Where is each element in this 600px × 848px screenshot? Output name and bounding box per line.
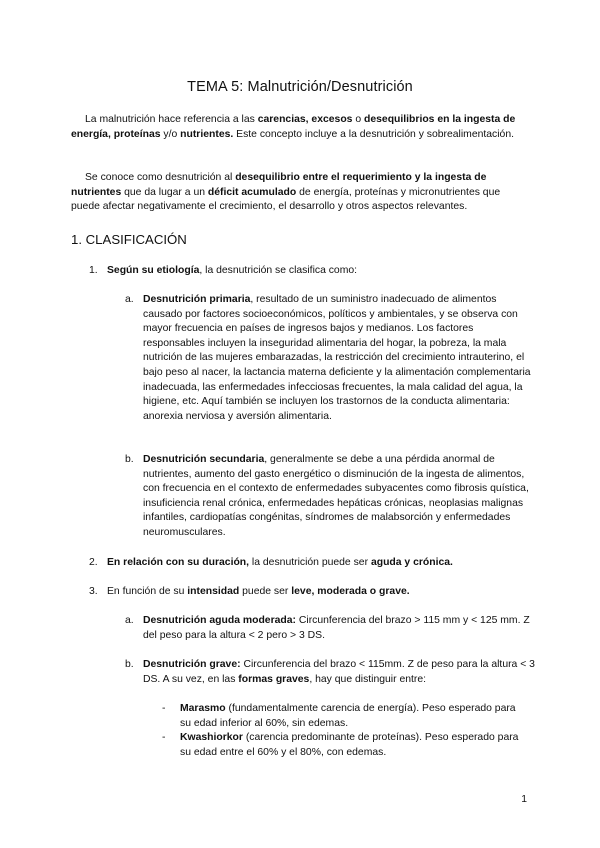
intro-paragraph-malnutrition: La malnutrición hace referencia a las carencias, excesos o desequilibrios en la ingesta de energía, proteínas y/o nutrientes. Este concepto incluye a la desnutrición y sobrealimentación. (71, 114, 516, 140)
document-page: TEMA 5: Malnutrición/Desnutrición La malnutrición hace referencia a las carencias, excesos o desequilibrios en la ingesta de energía, proteínas y/o nutrientes. Este concepto incluye a la desnutrición y sobrealimentación. Se conoce como desnutrición al desequilibrio entre el requerimiento y la ingesta de nutrientes que da lugar a un déficit acumulado de energía, proteínas y micronutrientes que puede afectar negativamente el crecimiento, el desarrollo y otros aspectos relevantes. 1. CLASIFICACIÓN 1. Según su etiología, la desnutrición se clasifica como: a. Desnutrición primaria, resultado de un suministro inadecuado de alimentos causado por factores socioeconómicos, políticos y ambientales, y se observa con mayor frecuencia en países de ingresos bajos y medianos. Los factores responsables incluyen la inseguridad alimentaria del hogar, la pobreza, la mala nutrición de las mujeres embarazadas, la restricción del crecimiento intrauterino, el bajo peso al nacer, la lactancia materna deficiente y la alimentación complementaria inadecuada, las enfermedades infecciosas frecuentes, la mala calidad del agua, la higiene, etc. Aquí también se incluyen los trastornos de la conducta alimentaria: anorexia nerviosa y aversión alimentaria. b. Desnutrición secundaria, generalmente se debe a una pérdida anormal de nutrientes, aumento del gasto energético o disminución de la ingesta de alimentos, con frecuencia en el contexto de enfermedades subyacentes como fibrosis quística, insuficiencia renal crónica, enfermedades hepáticas crónicas, neoplasias malignas infantiles, cardiopatías congénitas, síndromes de malabsorción y enfermedades neuromusculares. 2. En relación con su duración, la desnutrición puede ser aguda y crónica. 3. En función de su intensidad puede ser leve, moderada o grave. a. Desnutrición aguda moderada: Circunferencia del brazo > 115 mm y < 125 mm. Z del peso para la altura < 2 pero > 3 DS. b. Desnutrición grave: Circunferencia del brazo < 115mm. Z de peso para la altura < 3 DS. A su vez, en las formas graves, hay que distinguir entre: - Marasmo (fundamentalmente carencia de energía). Peso esperado para su edad inferior al 60%, sin edemas. - Kwashiorkor (carencia predominante de proteínas). Peso esperado para su edad entre el 60% y el 80%, con edemas. 1 (0, 0, 600, 848)
page-number: 1 (521, 794, 527, 805)
page-title: TEMA 5: Malnutrición/Desnutrición (187, 79, 413, 95)
intro-paragraph-desnutrition: Se conoce como desnutrición al desequilibrio entre el requerimiento y la ingesta de nutrientes que da lugar a un déficit acumulado de energía, proteínas y micronutrientes que puede afectar negativamente el crecimiento, el desarrollo y otros aspectos relevantes. (71, 172, 501, 213)
section-heading-clasificacion: 1. CLASIFICACIÓN (71, 232, 187, 247)
